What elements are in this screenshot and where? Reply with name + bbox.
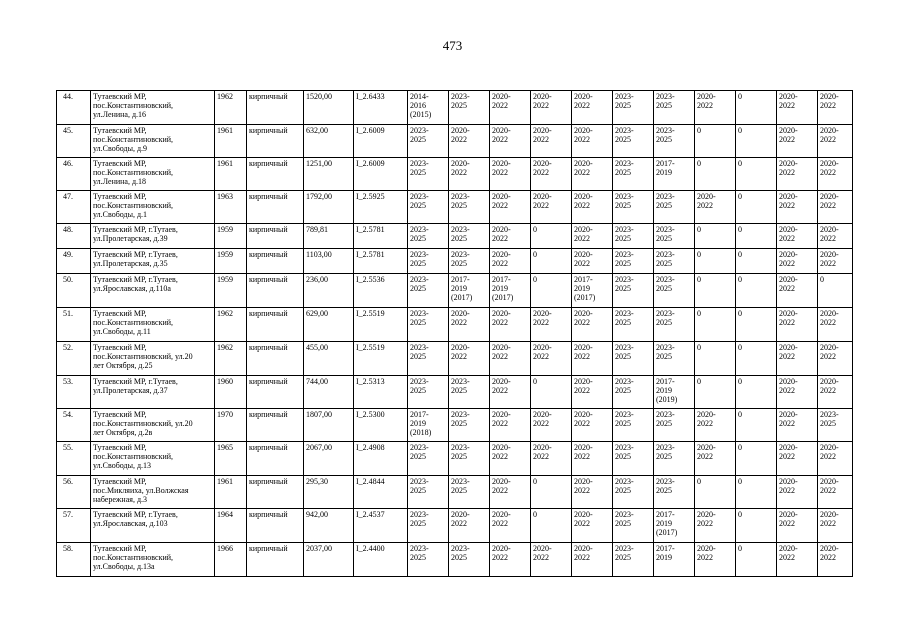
area-cell: 632,00 <box>304 125 354 158</box>
work-period-cell-5: 2020- 2022 <box>572 158 613 191</box>
table-row <box>57 442 853 476</box>
address-cell: Тутаевский МР, пос.Константиновский, ул.Ленина, д.18 <box>91 158 215 191</box>
material-cell: кирпичный <box>247 342 304 376</box>
year-cell: 1961 <box>215 158 247 191</box>
row-number-cell: 45. <box>57 125 91 158</box>
work-period-cell-6: 2023- 2025 <box>613 476 654 509</box>
work-period-cell-2: 2023- 2025 <box>449 91 490 125</box>
work-period-cell-11: 2020- 2022 <box>818 509 853 543</box>
work-period-cell-1: 2023- 2025 <box>408 543 449 577</box>
year-cell: 1966 <box>215 543 247 577</box>
work-period-cell-8: 0 <box>695 224 736 249</box>
work-period-cell-6: 2023- 2025 <box>613 191 654 224</box>
address-cell: Тутаевский МР, г.Тутаев, ул.Пролетарская, д.35 <box>91 249 215 274</box>
row-number-cell: 48. <box>57 224 91 249</box>
work-period-cell-7: 2023- 2025 <box>654 308 695 342</box>
area-cell: 789,81 <box>304 224 354 249</box>
work-period-cell-6: 2023- 2025 <box>613 308 654 342</box>
work-period-cell-2: 2023- 2025 <box>449 224 490 249</box>
area-cell: 1103,00 <box>304 249 354 274</box>
work-period-cell-3: 2020- 2022 <box>490 376 531 409</box>
work-period-cell-6: 2023- 2025 <box>613 376 654 409</box>
row-number-cell: 50. <box>57 274 91 308</box>
work-period-cell-9: 0 <box>736 224 777 249</box>
work-period-cell-4: 0 <box>531 476 572 509</box>
work-period-cell-8: 0 <box>695 249 736 274</box>
work-period-cell-7: 2023- 2025 <box>654 91 695 125</box>
work-period-cell-3: 2020- 2022 <box>490 409 531 442</box>
table-row <box>57 509 853 543</box>
work-period-cell-1: 2023- 2025 <box>408 191 449 224</box>
work-period-cell-1: 2023- 2025 <box>408 125 449 158</box>
year-cell: 1963 <box>215 191 247 224</box>
year-cell: 1960 <box>215 376 247 409</box>
address-cell: Тутаевский МР, пос.Константиновский, ул.Ленина, д.16 <box>91 91 215 125</box>
work-period-cell-3: 2020- 2022 <box>490 224 531 249</box>
table-row <box>57 308 853 342</box>
material-cell: кирпичный <box>247 509 304 543</box>
year-cell: 1959 <box>215 249 247 274</box>
table-row <box>57 543 853 577</box>
work-period-cell-9: 0 <box>736 476 777 509</box>
work-period-cell-3: 2020- 2022 <box>490 158 531 191</box>
work-period-cell-8: 2020- 2022 <box>695 191 736 224</box>
material-cell: кирпичный <box>247 191 304 224</box>
year-cell: 1962 <box>215 91 247 125</box>
area-cell: 236,00 <box>304 274 354 308</box>
table-row <box>57 409 853 442</box>
work-period-cell-8: 0 <box>695 308 736 342</box>
work-period-cell-4: 2020- 2022 <box>531 543 572 577</box>
work-period-cell-9: 0 <box>736 125 777 158</box>
work-period-cell-8: 0 <box>695 158 736 191</box>
address-cell: Тутаевский МР, г.Тутаев, ул.Ярославская, д.103 <box>91 509 215 543</box>
work-period-cell-6: 2023- 2025 <box>613 509 654 543</box>
year-cell: 1970 <box>215 409 247 442</box>
work-period-cell-9: 0 <box>736 376 777 409</box>
work-period-cell-4: 0 <box>531 224 572 249</box>
work-period-cell-5: 2020- 2022 <box>572 409 613 442</box>
index-cell: I_2.6009 <box>354 158 408 191</box>
work-period-cell-6: 2023- 2025 <box>613 91 654 125</box>
work-period-cell-5: 2020- 2022 <box>572 476 613 509</box>
work-period-cell-4: 2020- 2022 <box>531 158 572 191</box>
work-period-cell-1: 2023- 2025 <box>408 224 449 249</box>
work-period-cell-6: 2023- 2025 <box>613 442 654 476</box>
work-period-cell-10: 2020- 2022 <box>777 191 818 224</box>
work-period-cell-6: 2023- 2025 <box>613 342 654 376</box>
area-cell: 744,00 <box>304 376 354 409</box>
work-period-cell-1: 2023- 2025 <box>408 274 449 308</box>
work-period-cell-9: 0 <box>736 91 777 125</box>
row-number-cell: 57. <box>57 509 91 543</box>
index-cell: I_2.4844 <box>354 476 408 509</box>
material-cell: кирпичный <box>247 158 304 191</box>
work-period-cell-2: 2023- 2025 <box>449 476 490 509</box>
work-period-cell-10: 2020- 2022 <box>777 476 818 509</box>
material-cell: кирпичный <box>247 476 304 509</box>
work-period-cell-8: 0 <box>695 125 736 158</box>
table-row <box>57 476 853 509</box>
work-period-cell-9: 0 <box>736 191 777 224</box>
work-period-cell-3: 2017- 2019 (2017) <box>490 274 531 308</box>
work-period-cell-2: 2020- 2022 <box>449 158 490 191</box>
year-cell: 1965 <box>215 442 247 476</box>
work-period-cell-3: 2020- 2022 <box>490 342 531 376</box>
work-period-cell-11: 2020- 2022 <box>818 308 853 342</box>
work-period-cell-5: 2020- 2022 <box>572 376 613 409</box>
work-period-cell-10: 2020- 2022 <box>777 543 818 577</box>
work-period-cell-8: 2020- 2022 <box>695 543 736 577</box>
address-cell: Тутаевский МР, г.Тутаев, ул.Пролетарская, д.37 <box>91 376 215 409</box>
work-period-cell-3: 2020- 2022 <box>490 442 531 476</box>
address-cell: Тутаевский МР, пос.Константиновский, ул.Свободы, д.11 <box>91 308 215 342</box>
work-period-cell-2: 2020- 2022 <box>449 125 490 158</box>
work-period-cell-1: 2014- 2016 (2015) <box>408 91 449 125</box>
work-period-cell-8: 0 <box>695 376 736 409</box>
work-period-cell-9: 0 <box>736 409 777 442</box>
row-number-cell: 54. <box>57 409 91 442</box>
row-number-cell: 56. <box>57 476 91 509</box>
row-number-cell: 58. <box>57 543 91 577</box>
work-period-cell-1: 2023- 2025 <box>408 376 449 409</box>
work-period-cell-11: 2020- 2022 <box>818 476 853 509</box>
table-row <box>57 91 853 125</box>
work-period-cell-7: 2023- 2025 <box>654 342 695 376</box>
address-cell: Тутаевский МР, г.Тутаев, ул.Ярославская, д.110а <box>91 274 215 308</box>
work-period-cell-7: 2023- 2025 <box>654 476 695 509</box>
area-cell: 2037,00 <box>304 543 354 577</box>
index-cell: I_2.6009 <box>354 125 408 158</box>
work-period-cell-2: 2023- 2025 <box>449 409 490 442</box>
material-cell: кирпичный <box>247 308 304 342</box>
work-period-cell-7: 2017- 2019 (2019) <box>654 376 695 409</box>
work-period-cell-10: 2020- 2022 <box>777 224 818 249</box>
work-period-cell-6: 2023- 2025 <box>613 125 654 158</box>
work-period-cell-5: 2020- 2022 <box>572 125 613 158</box>
work-period-cell-8: 2020- 2022 <box>695 91 736 125</box>
work-period-cell-4: 2020- 2022 <box>531 442 572 476</box>
work-period-cell-11: 2020- 2022 <box>818 442 853 476</box>
material-cell: кирпичный <box>247 442 304 476</box>
material-cell: кирпичный <box>247 224 304 249</box>
address-cell: Тутаевский МР, пос.Константиновский, ул.Свободы, д.13 <box>91 442 215 476</box>
address-cell: Тутаевский МР, пос.Константиновский, ул.Свободы, д.13а <box>91 543 215 577</box>
work-period-cell-10: 2020- 2022 <box>777 342 818 376</box>
address-cell: Тутаевский МР, пос.Константиновский, ул.Свободы, д.1 <box>91 191 215 224</box>
material-cell: кирпичный <box>247 376 304 409</box>
work-period-cell-11: 2020- 2022 <box>818 342 853 376</box>
work-period-cell-2: 2020- 2022 <box>449 308 490 342</box>
area-cell: 1520,00 <box>304 91 354 125</box>
work-period-cell-11: 2020- 2022 <box>818 543 853 577</box>
work-period-cell-8: 0 <box>695 274 736 308</box>
area-cell: 1807,00 <box>304 409 354 442</box>
address-cell: Тутаевский МР, пос.Константиновский, ул.20 лет Октября, д.2в <box>91 409 215 442</box>
work-period-cell-10: 2020- 2022 <box>777 158 818 191</box>
work-period-cell-7: 2023- 2025 <box>654 125 695 158</box>
work-period-cell-3: 2020- 2022 <box>490 249 531 274</box>
work-period-cell-3: 2020- 2022 <box>490 308 531 342</box>
work-period-cell-11: 2023- 2025 <box>818 409 853 442</box>
row-number-cell: 52. <box>57 342 91 376</box>
work-period-cell-6: 2023- 2025 <box>613 543 654 577</box>
work-period-cell-2: 2023- 2025 <box>449 543 490 577</box>
material-cell: кирпичный <box>247 543 304 577</box>
work-period-cell-10: 2020- 2022 <box>777 308 818 342</box>
area-cell: 942,00 <box>304 509 354 543</box>
work-period-cell-11: 2020- 2022 <box>818 158 853 191</box>
area-cell: 2067,00 <box>304 442 354 476</box>
work-period-cell-4: 0 <box>531 509 572 543</box>
area-cell: 455,00 <box>304 342 354 376</box>
area-cell: 295,30 <box>304 476 354 509</box>
work-period-cell-10: 2020- 2022 <box>777 509 818 543</box>
work-period-cell-6: 2023- 2025 <box>613 249 654 274</box>
table-row <box>57 342 853 376</box>
work-period-cell-7: 2023- 2025 <box>654 409 695 442</box>
material-cell: кирпичный <box>247 125 304 158</box>
year-cell: 1959 <box>215 274 247 308</box>
work-period-cell-7: 2023- 2025 <box>654 442 695 476</box>
table-row <box>57 249 853 274</box>
row-number-cell: 44. <box>57 91 91 125</box>
material-cell: кирпичный <box>247 409 304 442</box>
area-cell: 1251,00 <box>304 158 354 191</box>
work-period-cell-10: 2020- 2022 <box>777 249 818 274</box>
work-period-cell-8: 0 <box>695 476 736 509</box>
area-cell: 629,00 <box>304 308 354 342</box>
work-period-cell-5: 2020- 2022 <box>572 249 613 274</box>
index-cell: I_2.5536 <box>354 274 408 308</box>
work-period-cell-5: 2017- 2019 (2017) <box>572 274 613 308</box>
row-number-cell: 49. <box>57 249 91 274</box>
year-cell: 1962 <box>215 342 247 376</box>
work-period-cell-4: 2020- 2022 <box>531 342 572 376</box>
table-row <box>57 125 853 158</box>
work-period-cell-6: 2023- 2025 <box>613 224 654 249</box>
work-period-cell-8: 2020- 2022 <box>695 442 736 476</box>
work-period-cell-4: 2020- 2022 <box>531 125 572 158</box>
row-number-cell: 53. <box>57 376 91 409</box>
work-period-cell-8: 0 <box>695 342 736 376</box>
year-cell: 1959 <box>215 224 247 249</box>
work-period-cell-1: 2023- 2025 <box>408 249 449 274</box>
work-period-cell-5: 2020- 2022 <box>572 308 613 342</box>
work-period-cell-1: 2023- 2025 <box>408 158 449 191</box>
table-row <box>57 274 853 308</box>
work-period-cell-6: 2023- 2025 <box>613 409 654 442</box>
work-period-cell-11: 2020- 2022 <box>818 249 853 274</box>
work-period-cell-9: 0 <box>736 308 777 342</box>
index-cell: I_2.5519 <box>354 308 408 342</box>
year-cell: 1961 <box>215 125 247 158</box>
work-period-cell-4: 0 <box>531 274 572 308</box>
page-number: 473 <box>442 38 463 53</box>
area-cell: 1792,00 <box>304 191 354 224</box>
work-period-cell-5: 2020- 2022 <box>572 442 613 476</box>
work-period-cell-10: 2020- 2022 <box>777 274 818 308</box>
index-cell: I_2.5925 <box>354 191 408 224</box>
work-period-cell-2: 2017- 2019 (2017) <box>449 274 490 308</box>
work-period-cell-3: 2020- 2022 <box>490 543 531 577</box>
work-period-cell-4: 2020- 2022 <box>531 91 572 125</box>
index-cell: I_2.5781 <box>354 249 408 274</box>
row-number-cell: 51. <box>57 308 91 342</box>
work-period-cell-8: 2020- 2022 <box>695 509 736 543</box>
work-period-cell-3: 2020- 2022 <box>490 509 531 543</box>
work-period-cell-4: 0 <box>531 249 572 274</box>
work-period-cell-7: 2023- 2025 <box>654 274 695 308</box>
work-period-cell-2: 2023- 2025 <box>449 376 490 409</box>
table-row <box>57 191 853 224</box>
work-period-cell-10: 2020- 2022 <box>777 376 818 409</box>
year-cell: 1962 <box>215 308 247 342</box>
work-period-cell-4: 2020- 2022 <box>531 308 572 342</box>
work-period-cell-9: 0 <box>736 249 777 274</box>
work-period-cell-3: 2020- 2022 <box>490 476 531 509</box>
index-cell: I_2.4400 <box>354 543 408 577</box>
work-period-cell-9: 0 <box>736 543 777 577</box>
work-period-cell-7: 2023- 2025 <box>654 191 695 224</box>
work-period-cell-5: 2020- 2022 <box>572 191 613 224</box>
work-period-cell-3: 2020- 2022 <box>490 91 531 125</box>
work-period-cell-6: 2023- 2025 <box>613 274 654 308</box>
work-period-cell-8: 2020- 2022 <box>695 409 736 442</box>
index-cell: I_2.4537 <box>354 509 408 543</box>
work-period-cell-4: 0 <box>531 376 572 409</box>
work-period-cell-1: 2023- 2025 <box>408 442 449 476</box>
housing-registry-table <box>56 90 853 577</box>
work-period-cell-9: 0 <box>736 442 777 476</box>
work-period-cell-6: 2023- 2025 <box>613 158 654 191</box>
work-period-cell-10: 2020- 2022 <box>777 442 818 476</box>
work-period-cell-7: 2017- 2019 <box>654 158 695 191</box>
work-period-cell-3: 2020- 2022 <box>490 125 531 158</box>
table-row <box>57 224 853 249</box>
work-period-cell-1: 2023- 2025 <box>408 476 449 509</box>
work-period-cell-2: 2023- 2025 <box>449 191 490 224</box>
work-period-cell-1: 2017- 2019 (2018) <box>408 409 449 442</box>
work-period-cell-11: 0 <box>818 274 853 308</box>
work-period-cell-10: 2020- 2022 <box>777 125 818 158</box>
work-period-cell-11: 2020- 2022 <box>818 224 853 249</box>
work-period-cell-11: 2020- 2022 <box>818 91 853 125</box>
address-cell: Тутаевский МР, пос.Константиновский, ул.Свободы, д.9 <box>91 125 215 158</box>
work-period-cell-11: 2020- 2022 <box>818 191 853 224</box>
work-period-cell-7: 2023- 2025 <box>654 224 695 249</box>
index-cell: I_2.4908 <box>354 442 408 476</box>
work-period-cell-4: 2020- 2022 <box>531 191 572 224</box>
work-period-cell-2: 2023- 2025 <box>449 249 490 274</box>
work-period-cell-1: 2023- 2025 <box>408 509 449 543</box>
work-period-cell-4: 2020- 2022 <box>531 409 572 442</box>
work-period-cell-9: 0 <box>736 342 777 376</box>
row-number-cell: 46. <box>57 158 91 191</box>
work-period-cell-11: 2020- 2022 <box>818 125 853 158</box>
address-cell: Тутаевский МР, пос.Константиновский, ул.20 лет Октября, д.25 <box>91 342 215 376</box>
work-period-cell-7: 2023- 2025 <box>654 249 695 274</box>
work-period-cell-7: 2017- 2019 (2017) <box>654 509 695 543</box>
table-row <box>57 158 853 191</box>
table-row <box>57 376 853 409</box>
work-period-cell-9: 0 <box>736 509 777 543</box>
work-period-cell-2: 2020- 2022 <box>449 342 490 376</box>
material-cell: кирпичный <box>247 249 304 274</box>
material-cell: кирпичный <box>247 91 304 125</box>
work-period-cell-5: 2020- 2022 <box>572 342 613 376</box>
work-period-cell-7: 2017- 2019 <box>654 543 695 577</box>
row-number-cell: 47. <box>57 191 91 224</box>
address-cell: Тутаевский МР, пос.Микляиха, ул.Волжская набережная, д.3 <box>91 476 215 509</box>
work-period-cell-1: 2023- 2025 <box>408 308 449 342</box>
work-period-cell-11: 2020- 2022 <box>818 376 853 409</box>
work-period-cell-2: 2020- 2022 <box>449 509 490 543</box>
work-period-cell-2: 2023- 2025 <box>449 442 490 476</box>
address-cell: Тутаевский МР, г.Тутаев, ул.Пролетарская, д.39 <box>91 224 215 249</box>
work-period-cell-3: 2020- 2022 <box>490 191 531 224</box>
work-period-cell-9: 0 <box>736 274 777 308</box>
work-period-cell-1: 2023- 2025 <box>408 342 449 376</box>
index-cell: I_2.5781 <box>354 224 408 249</box>
work-period-cell-10: 2020- 2022 <box>777 91 818 125</box>
index-cell: I_2.5313 <box>354 376 408 409</box>
index-cell: I_2.5300 <box>354 409 408 442</box>
index-cell: I_2.6433 <box>354 91 408 125</box>
year-cell: 1964 <box>215 509 247 543</box>
material-cell: кирпичный <box>247 274 304 308</box>
work-period-cell-5: 2020- 2022 <box>572 543 613 577</box>
year-cell: 1961 <box>215 476 247 509</box>
row-number-cell: 55. <box>57 442 91 476</box>
work-period-cell-9: 0 <box>736 158 777 191</box>
work-period-cell-5: 2020- 2022 <box>572 509 613 543</box>
work-period-cell-5: 2020- 2022 <box>572 224 613 249</box>
work-period-cell-5: 2020- 2022 <box>572 91 613 125</box>
index-cell: I_2.5519 <box>354 342 408 376</box>
work-period-cell-10: 2020- 2022 <box>777 409 818 442</box>
